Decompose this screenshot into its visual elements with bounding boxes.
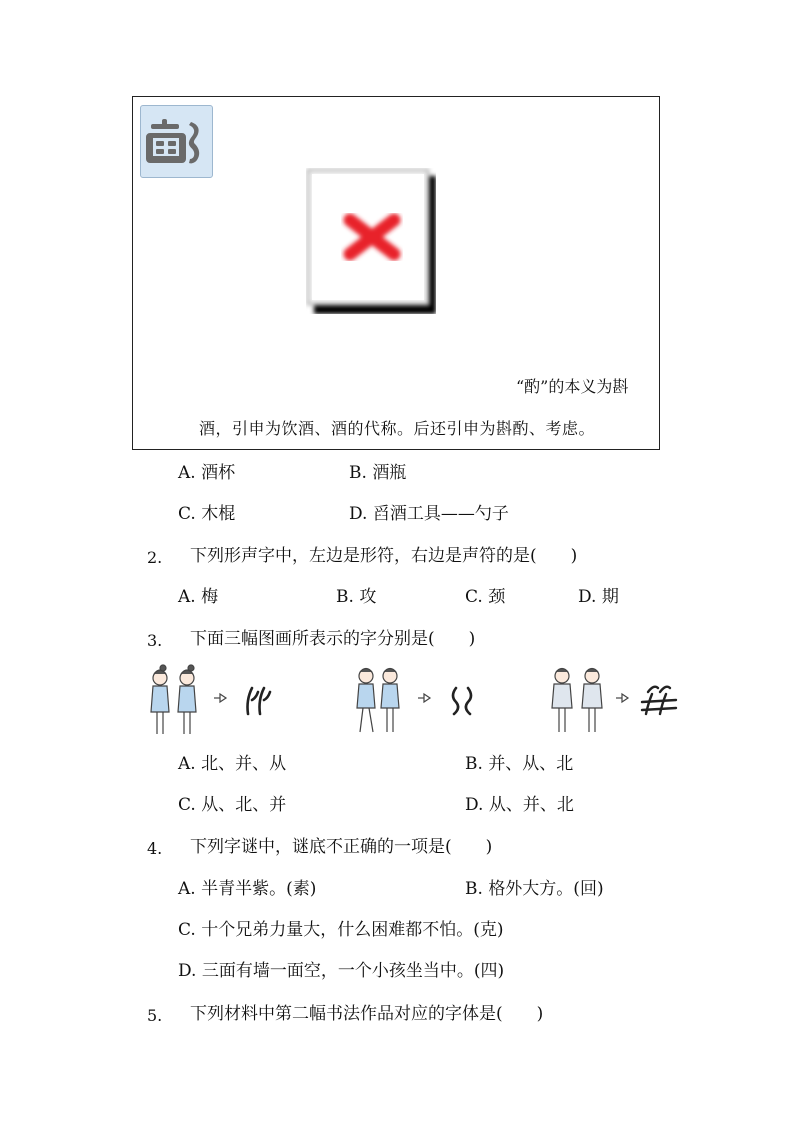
option-text: 颈 [488, 587, 506, 607]
q1-caption-line2: 酒，引申为饮酒、酒的代称。后还引申为斟酌、考虑。 [199, 419, 596, 438]
q4-stem: 下列字谜中，谜底不正确的一项是( ) [190, 837, 493, 857]
option-text: 梅 [201, 587, 219, 607]
q4-option-b[interactable] [465, 878, 604, 900]
q1-option-a[interactable] [178, 462, 235, 484]
option-text: 三面有墙一面空，一个小孩坐当中。(四) [201, 961, 505, 981]
q1-option-b[interactable] [349, 462, 406, 484]
q2-option-c[interactable] [465, 586, 505, 608]
q3-picture-1 [148, 664, 278, 740]
q2-option-a[interactable] [178, 586, 218, 608]
option-text: 酒杯 [201, 463, 236, 483]
option-label: B. [349, 463, 367, 483]
option-label: C. [178, 504, 196, 524]
q1-caption-line1: “酌”的本义为斟 [516, 377, 629, 396]
q3-option-c[interactable] [178, 794, 286, 816]
q3-stem: 下面三幅图画所表示的字分别是( ) [190, 629, 476, 649]
option-text: 十个兄弟力量大，什么困难都不怕。(克) [201, 920, 504, 940]
broken-image-icon [306, 168, 436, 314]
q3-option-a[interactable] [178, 753, 286, 775]
option-label: C. [178, 920, 196, 940]
two-people-side-by-side-icon [548, 664, 680, 740]
q3-number: 3. [147, 631, 163, 650]
option-text: 从、并、北 [488, 795, 574, 815]
q3-option-d[interactable] [465, 794, 574, 816]
option-label: C. [178, 795, 196, 815]
option-label: A. [178, 754, 196, 774]
option-text: 格外大方。(回) [488, 879, 604, 899]
option-text: 攻 [359, 587, 377, 607]
option-text: 北、并、从 [201, 754, 287, 774]
q5-number: 5. [147, 1006, 163, 1025]
option-label: C. [465, 587, 483, 607]
option-label: D. [465, 795, 484, 815]
q3-picture-2 [352, 664, 482, 740]
q2-option-d[interactable] [578, 586, 619, 608]
seal-script-glyph-icon [141, 106, 212, 177]
option-text: 舀酒工具——勺子 [372, 504, 509, 524]
option-label: D. [578, 587, 597, 607]
q4-number: 4. [147, 839, 163, 858]
q1-option-c[interactable] [178, 503, 235, 525]
q2-option-b[interactable] [336, 586, 376, 608]
q2-number: 2. [147, 548, 163, 567]
q3-option-b[interactable] [465, 753, 573, 775]
q5-stem: 下列材料中第二幅书法作品对应的字体是( ) [190, 1004, 544, 1024]
option-text: 酒瓶 [372, 463, 407, 483]
broken-image-placeholder [306, 168, 436, 314]
ancient-zhuo-glyph-image [140, 105, 213, 178]
option-label: A. [178, 587, 196, 607]
option-text: 从、北、并 [201, 795, 287, 815]
option-label: B. [336, 587, 354, 607]
q4-option-c[interactable] [178, 919, 503, 941]
option-label: A. [178, 879, 196, 899]
option-label: B. [465, 754, 483, 774]
option-label: B. [465, 879, 483, 899]
q3-picture-3 [548, 664, 680, 740]
two-people-following-icon [148, 664, 278, 740]
q1-option-d[interactable] [349, 503, 509, 525]
q4-option-a[interactable] [178, 878, 316, 900]
option-label: A. [178, 463, 196, 483]
option-label: D. [349, 504, 368, 524]
option-text: 半青半紫。(素) [201, 879, 317, 899]
option-label: D. [178, 961, 197, 981]
option-text: 木棍 [201, 504, 236, 524]
two-people-back-to-back-icon [352, 664, 482, 740]
option-text: 并、从、北 [488, 754, 574, 774]
q4-option-d[interactable] [178, 960, 504, 982]
q2-stem: 下列形声字中，左边是形符，右边是声符的是( ) [190, 546, 578, 566]
option-text: 期 [601, 587, 619, 607]
